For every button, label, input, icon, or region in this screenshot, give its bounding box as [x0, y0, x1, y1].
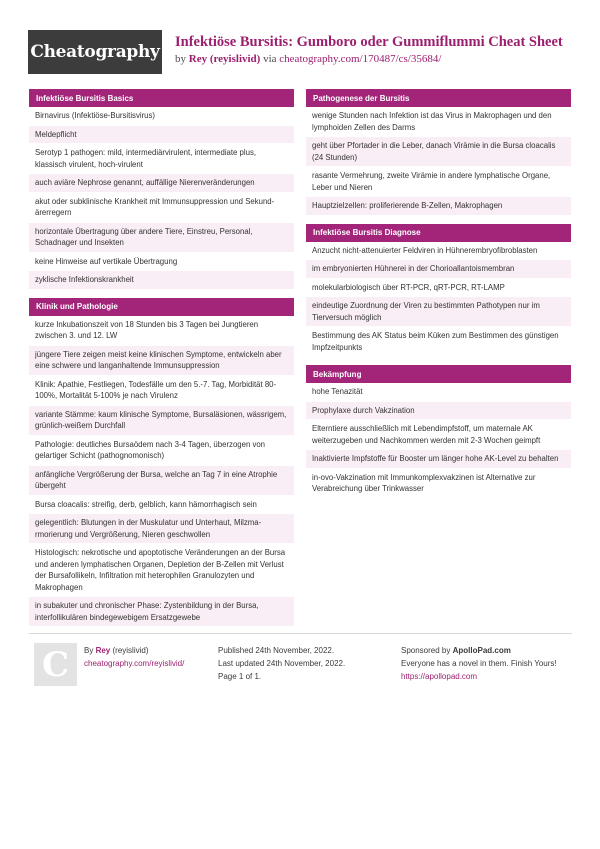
- avatar-letter: C: [41, 644, 70, 685]
- section-row: geht über Pfortader in die Leber, danach Virämie in die Bursa cloacalis (24 Stunden): [306, 136, 571, 166]
- section-row: Prophylaxe durch Vakzination: [306, 401, 571, 420]
- sponsor-text: Everyone has a novel in them. Finish Yours!: [401, 659, 557, 668]
- section-row: Serotyp 1 pathogen: mild, intermediärvirulent, intermediate plus, klassisch virulent, hoch-virulent: [29, 143, 294, 173]
- section-row: molekularbiologisch über RT-PCR, qRT-PCR, RT-LAMP: [306, 278, 571, 297]
- updated-date: Last updated 24th November, 2022.: [218, 659, 346, 668]
- section-row: Histologisch: nekrotische und apoptotische Veränderungen an der Bursa und anderen lymphatischen Organen, Depletion der B-Zellen mit Verlust der Bursafollikeln, Infiltration mit heterophilen Granulozyten und Makrophagen: [29, 543, 294, 596]
- page-header: [28, 30, 573, 76]
- section-row: in subakuter und chronischer Phase: Zystenbildung in der Bursa, interfollikulären bindegewebigem Ersatzgewebe: [29, 596, 294, 626]
- footer-author: [84, 644, 184, 670]
- section-row: Pathologie: deutliches Bursaödem nach 3-4 Tagen, überzogen von gelartiger Schicht (pathognomonisch): [29, 435, 294, 465]
- section-row: Anzucht nicht-attenuierter Feldviren in Hühnerembryofibroblasten: [312, 245, 538, 255]
- published-date: Published 24th November, 2022.: [218, 646, 335, 655]
- footer-dates: [218, 644, 345, 683]
- section-row: variante Stämme: kaum klinische Symptome, Bursaläsionen, wässrigem, grünlich-weißem Durchfall: [29, 405, 294, 435]
- sheet-url-link[interactable]: cheatography.com/170487/cs/35684/: [279, 53, 442, 65]
- section-row: Inaktivierte Impfstoffe für Booster um länger hohe AK-Level zu behalten: [306, 449, 571, 468]
- section-row: Elterntiere ausschließlich mit Lebendimpfstoff, um maternale AK weiterzugeben und Nachkommen werden mit 2-3 Wochen geimpft: [306, 419, 571, 449]
- section-row: eindeutige Zuordnung der Viren zu bestimmten Pathotypen nur im Tierversuch möglich: [306, 296, 571, 326]
- sponsor-prefix: Sponsored by: [401, 646, 451, 655]
- section-row: Meldepflicht: [29, 125, 294, 144]
- section-row: wenige Stunden nach Infektion ist das Virus in Makrophagen und den lymphoiden Zellen des Darms: [312, 111, 552, 132]
- cheatography-logo[interactable]: Cheatography: [28, 30, 162, 74]
- sponsor-url[interactable]: https://apollopad.com: [401, 672, 478, 681]
- byline-via: via: [263, 53, 277, 65]
- section: [306, 224, 571, 357]
- page-count: Page 1 of 1.: [218, 672, 262, 681]
- section-row: gelegentlich: Blutungen in der Muskulatur und Unterhaut, Milzmarmorierung und Vergrößerung, Nieren geschwollen: [29, 513, 294, 543]
- section-row: Birnavirus (Infektiöse-Bursitisvirus): [35, 111, 156, 120]
- section-row: rasante Vermehrung, zweite Virämie in andere lymphatische Organe, Leber und Nieren: [306, 166, 571, 196]
- section: [29, 298, 294, 627]
- section: [306, 365, 571, 498]
- section-heading: Bekämpfung: [306, 365, 571, 383]
- left-column: [29, 89, 294, 635]
- author-avatar[interactable]: [34, 643, 77, 686]
- section-row: im embryonierten Hühnerei in der Chorioallantoismembran: [306, 259, 571, 278]
- right-column: [306, 89, 571, 507]
- section-row: zyklische Infektionskrankheit: [29, 270, 294, 289]
- section: [29, 89, 294, 289]
- footer-sponsor: [401, 644, 561, 683]
- sponsor-name[interactable]: ApolloPad.com: [452, 646, 511, 655]
- section-row: Bursa cloacalis: streifig, derb, gelblich, kann hämorrhagisch sein: [29, 495, 294, 514]
- section-heading: Pathogenese der Bursitis: [306, 89, 571, 107]
- section-row: auch aviäre Nephrose genannt, auffällige Nierenveränderungen: [29, 173, 294, 192]
- footer-author-name[interactable]: Rey: [95, 646, 111, 655]
- author-link[interactable]: Rey (reyislivid): [188, 53, 261, 65]
- footer-by: By: [84, 646, 94, 655]
- section-row: anfängliche Vergrößerung der Bursa, welche an Tag 7 in eine Atrophie übergeht: [29, 465, 294, 495]
- byline-by: by: [175, 53, 186, 65]
- footer-author-handle: (reyislivid): [112, 646, 149, 655]
- section-row: horizontale Übertragung über andere Tiere, Einstreu, Personal, Schadnager und Insekten: [29, 222, 294, 252]
- section-row: keine Hinweise auf vertikale Übertragung: [29, 252, 294, 271]
- byline: [175, 53, 441, 65]
- section-row: Klinik: Apathie, Festliegen, Todesfälle um den 5.-7. Tag, Morbidität 80-100%, Mortalität 5-100% je nach Virulenz: [29, 375, 294, 405]
- section-row: in-ovo-Vakzination mit Immunkomplexvakzinen ist Alternative zur Verabreichung über Trinkwasser: [306, 468, 571, 498]
- section-row: Hauptzielzellen: proliferierende B-Zellen, Makrophagen: [306, 196, 571, 215]
- section-row: jüngere Tiere zeigen meist keine klinischen Symptome, entwickeln aber eine schwere und langanhaltende Immunsuppression: [29, 345, 294, 375]
- page-footer: [29, 633, 572, 685]
- footer-author-url[interactable]: cheatography.com/reyislivid/: [84, 659, 185, 668]
- page-title: Infektiöse Bursitis: Gumboro oder Gummiflummi Cheat Sheet: [175, 34, 563, 50]
- section-row: kurze Inkubationszeit von 18 Stunden bis 3 Tagen bei Jungtieren zwischen 3. und 12. LW: [35, 319, 259, 340]
- section-row: akut oder subklinische Krankheit mit Immunsuppression und Sekundärerregern: [29, 192, 294, 222]
- section-row: Bestimmung des AK Status beim Küken zum Bestimmen des günstigen Impfzeitpunkts: [306, 326, 571, 356]
- section-row: hohe Tenazität: [312, 387, 363, 396]
- section: [306, 89, 571, 215]
- section-heading: Klinik und Pathologie: [29, 298, 294, 316]
- section-heading: Infektiöse Bursitis Basics: [29, 89, 294, 107]
- section-heading: Infektiöse Bursitis Diagnose: [306, 224, 571, 242]
